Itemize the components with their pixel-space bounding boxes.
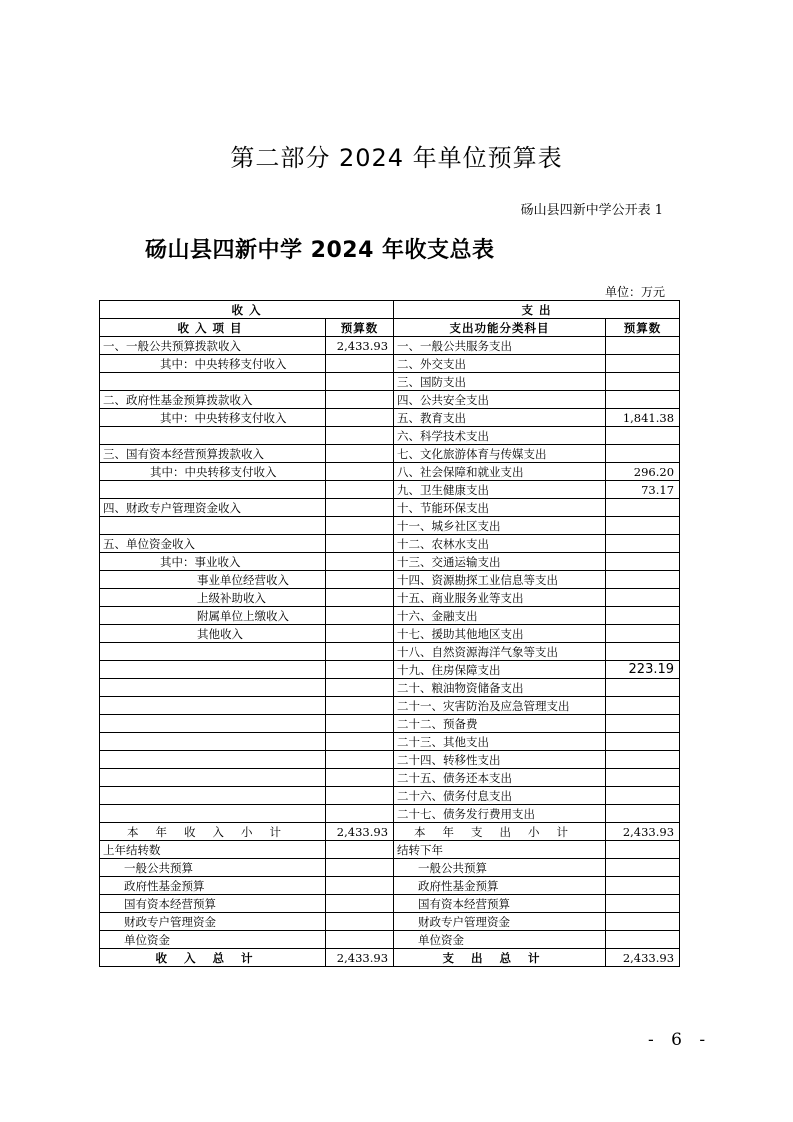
- expense-cell: 十六、金融支出: [394, 607, 606, 625]
- expense-cell: 十二、农林水支出: [394, 535, 606, 553]
- income-carry-cell: 一般公共预算: [100, 859, 326, 877]
- income-cell: [100, 733, 326, 751]
- income-value-cell: [326, 589, 394, 607]
- income-cell: 其中：中央转移支付收入: [100, 409, 326, 427]
- expense-carry-cell: 国有资本经营预算: [394, 895, 606, 913]
- table-row: [100, 535, 680, 553]
- income-carry-cell: 政府性基金预算: [100, 877, 326, 895]
- group-header-row: [100, 301, 680, 319]
- table-row: [100, 697, 680, 715]
- expense-value-cell: [606, 607, 680, 625]
- income-carry-value: [326, 877, 394, 895]
- income-cell: [100, 427, 326, 445]
- expense-value-cell: 73.17: [606, 481, 680, 499]
- expense-value-cell: [606, 751, 680, 769]
- income-carry-cell: 单位资金: [100, 931, 326, 949]
- unit-label: 单位：万元: [604, 285, 665, 299]
- income-value-cell: [326, 517, 394, 535]
- table-row: [100, 499, 680, 517]
- carry-header-row: [100, 841, 680, 859]
- expense-carry-value: [606, 895, 680, 913]
- income-value-cell: [326, 769, 394, 787]
- table-row: [100, 643, 680, 661]
- table-row: [100, 625, 680, 643]
- income-cell: [100, 661, 326, 679]
- expense-cell: 十五、商业服务业等支出: [394, 589, 606, 607]
- income-value-cell: [326, 535, 394, 553]
- expense-cell: 三、国防支出: [394, 373, 606, 391]
- expense-cell: 十九、住房保障支出: [394, 661, 606, 679]
- income-cell: 上级补助收入: [100, 589, 326, 607]
- income-carry-value: [326, 859, 394, 877]
- expense-value-cell: [606, 769, 680, 787]
- income-total-value: 2,433.93: [326, 949, 394, 967]
- income-cell: 一、一般公共预算拨款收入: [100, 337, 326, 355]
- income-cell: [100, 787, 326, 805]
- expense-value-cell: [606, 625, 680, 643]
- table-row: [100, 769, 680, 787]
- table-row: [100, 373, 680, 391]
- income-value-cell: [326, 391, 394, 409]
- table-row: [100, 607, 680, 625]
- expense-cell: 二、外交支出: [394, 355, 606, 373]
- table-row: [100, 481, 680, 499]
- income-cell: 三、国有资本经营预算拨款收入: [100, 445, 326, 463]
- income-value-cell: [326, 733, 394, 751]
- expense-value-cell: [606, 427, 680, 445]
- expense-cell: 二十一、灾害防治及应急管理支出: [394, 697, 606, 715]
- expense-carry-value: [606, 913, 680, 931]
- table-number: 砀山县四新中学公开表 1: [520, 203, 663, 218]
- expense-total-value: 2,433.93: [606, 949, 680, 967]
- page-number: - 6 -: [648, 1030, 712, 1050]
- column-header-row: [100, 319, 680, 337]
- table-row: [100, 679, 680, 697]
- table-row: [100, 445, 680, 463]
- income-cell: [100, 805, 326, 823]
- expense-item-header: 支出功能分类科目: [394, 319, 606, 337]
- table-row: [100, 805, 680, 823]
- expense-cell: 六、科学技术支出: [394, 427, 606, 445]
- expense-cell: 九、卫生健康支出: [394, 481, 606, 499]
- income-cell: [100, 697, 326, 715]
- expense-value-cell: [606, 733, 680, 751]
- table-row: [100, 733, 680, 751]
- income-value-cell: [326, 787, 394, 805]
- expense-value-cell: [606, 391, 680, 409]
- income-cell: [100, 769, 326, 787]
- subtotal-row: [100, 823, 680, 841]
- income-cell: 五、单位资金收入: [100, 535, 326, 553]
- income-value-cell: [326, 463, 394, 481]
- expense-value-cell: [606, 373, 680, 391]
- expense-cell: 七、文化旅游体育与传媒支出: [394, 445, 606, 463]
- income-value-cell: [326, 499, 394, 517]
- income-value-cell: [326, 445, 394, 463]
- expense-value-cell: [606, 445, 680, 463]
- expense-cell: 八、社会保障和就业支出: [394, 463, 606, 481]
- income-value-cell: [326, 607, 394, 625]
- expense-budget-header: 预算数: [606, 319, 680, 337]
- expense-cell: 二十二、预备费: [394, 715, 606, 733]
- table-row: [100, 751, 680, 769]
- income-value-cell: [326, 643, 394, 661]
- income-cell: [100, 373, 326, 391]
- income-cell: 四、财政专户管理资金收入: [100, 499, 326, 517]
- expense-value-cell: [606, 337, 680, 355]
- table-row: [100, 571, 680, 589]
- income-subtotal-value: 2,433.93: [326, 823, 394, 841]
- expense-value-cell: [606, 535, 680, 553]
- expense-cell: 十七、援助其他地区支出: [394, 625, 606, 643]
- page-title: 第二部分 2024 年单位预算表: [230, 144, 563, 172]
- budget-summary-table: [99, 300, 680, 967]
- expense-value-cell: [606, 805, 680, 823]
- expense-subtotal-label: 本年支出小计: [394, 823, 606, 841]
- income-value-cell: [326, 355, 394, 373]
- table-title: 砀山县四新中学 2024 年收支总表: [145, 238, 495, 263]
- expense-carry-header: 结转下年: [394, 841, 606, 859]
- income-cell: 其中：中央转移支付收入: [100, 355, 326, 373]
- income-value-cell: [326, 661, 394, 679]
- expense-value-cell: [606, 499, 680, 517]
- expense-carry-cell: 政府性基金预算: [394, 877, 606, 895]
- income-carry-value: [326, 841, 394, 859]
- income-budget-header: 预算数: [326, 319, 394, 337]
- table-row: [100, 715, 680, 733]
- expense-carry-value: [606, 841, 680, 859]
- income-cell: 二、政府性基金预算拨款收入: [100, 391, 326, 409]
- expense-carry-value: [606, 859, 680, 877]
- expense-cell: 四、公共安全支出: [394, 391, 606, 409]
- income-value-cell: [326, 625, 394, 643]
- expense-cell: 五、教育支出: [394, 409, 606, 427]
- expense-cell: 十三、交通运输支出: [394, 553, 606, 571]
- expense-cell: 十四、资源勘探工业信息等支出: [394, 571, 606, 589]
- expense-carry-cell: 一般公共预算: [394, 859, 606, 877]
- income-value-cell: [326, 571, 394, 589]
- income-value-cell: [326, 553, 394, 571]
- expense-value-cell: 1,841.38: [606, 409, 680, 427]
- carry-row: [100, 877, 680, 895]
- income-cell: [100, 517, 326, 535]
- income-value-cell: [326, 751, 394, 769]
- expense-value-cell: [606, 517, 680, 535]
- income-cell: 事业单位经营收入: [100, 571, 326, 589]
- income-value-cell: [326, 409, 394, 427]
- income-value-cell: [326, 697, 394, 715]
- income-cell: [100, 715, 326, 733]
- expense-carry-value: [606, 931, 680, 949]
- total-row: [100, 949, 680, 967]
- expense-cell: 二十四、转移性支出: [394, 751, 606, 769]
- income-value-cell: [326, 715, 394, 733]
- expense-cell: 十一、城乡社区支出: [394, 517, 606, 535]
- expense-cell: 十、节能环保支出: [394, 499, 606, 517]
- income-carry-value: [326, 895, 394, 913]
- expense-cell: 二十、粮油物资储备支出: [394, 679, 606, 697]
- table-row: [100, 787, 680, 805]
- carry-row: [100, 895, 680, 913]
- carry-row: [100, 859, 680, 877]
- expense-subtotal-value: 2,433.93: [606, 823, 680, 841]
- table-row: [100, 553, 680, 571]
- income-cell: [100, 751, 326, 769]
- expense-value-cell: [606, 697, 680, 715]
- expense-value-cell: [606, 571, 680, 589]
- income-value-cell: [326, 679, 394, 697]
- expense-value-cell: [606, 787, 680, 805]
- income-cell: 其中：中央转移支付收入: [100, 463, 326, 481]
- income-value-cell: [326, 481, 394, 499]
- table-row: [100, 517, 680, 535]
- expense-value-cell: [606, 715, 680, 733]
- income-cell: [100, 481, 326, 499]
- expense-cell: 一、一般公共服务支出: [394, 337, 606, 355]
- expense-carry-cell: 财政专户管理资金: [394, 913, 606, 931]
- table-row: [100, 337, 680, 355]
- income-value-cell: 2,433.93: [326, 337, 394, 355]
- income-group-header: 收 入: [100, 301, 394, 319]
- table-row: [100, 463, 680, 481]
- expense-carry-cell: 单位资金: [394, 931, 606, 949]
- income-carry-cell: 国有资本经营预算: [100, 895, 326, 913]
- income-item-header: 收入项目: [100, 319, 326, 337]
- table-row: [100, 661, 680, 679]
- expense-total-label: 支出总计: [394, 949, 606, 967]
- table-row: [100, 391, 680, 409]
- expense-value-cell: 296.20: [606, 463, 680, 481]
- income-carry-value: [326, 913, 394, 931]
- expense-value-cell: [606, 643, 680, 661]
- expense-group-header: 支 出: [394, 301, 680, 319]
- income-subtotal-label: 本年收入小计: [100, 823, 326, 841]
- table-row: [100, 427, 680, 445]
- income-cell: [100, 643, 326, 661]
- expense-carry-value: [606, 877, 680, 895]
- carry-row: [100, 913, 680, 931]
- expense-cell: 十八、自然资源海洋气象等支出: [394, 643, 606, 661]
- income-value-cell: [326, 427, 394, 445]
- income-value-cell: [326, 805, 394, 823]
- income-carry-header: 上年结转数: [100, 841, 326, 859]
- expense-value-cell: [606, 553, 680, 571]
- income-cell: 其中：事业收入: [100, 553, 326, 571]
- expense-cell: 二十五、债务还本支出: [394, 769, 606, 787]
- expense-cell: 二十六、债务付息支出: [394, 787, 606, 805]
- expense-cell: 二十三、其他支出: [394, 733, 606, 751]
- income-carry-value: [326, 931, 394, 949]
- expense-cell: 二十七、债务发行费用支出: [394, 805, 606, 823]
- income-value-cell: [326, 373, 394, 391]
- income-cell: [100, 679, 326, 697]
- income-total-label: 收入总计: [100, 949, 326, 967]
- income-cell: 附属单位上缴收入: [100, 607, 326, 625]
- table-row: [100, 355, 680, 373]
- expense-value-cell: [606, 679, 680, 697]
- expense-value-cell: [606, 589, 680, 607]
- expense-value-cell: [606, 355, 680, 373]
- carry-row: [100, 931, 680, 949]
- income-cell: 其他收入: [100, 625, 326, 643]
- table-row: [100, 409, 680, 427]
- table-row: [100, 589, 680, 607]
- expense-value-cell: 223.19: [606, 661, 680, 679]
- income-carry-cell: 财政专户管理资金: [100, 913, 326, 931]
